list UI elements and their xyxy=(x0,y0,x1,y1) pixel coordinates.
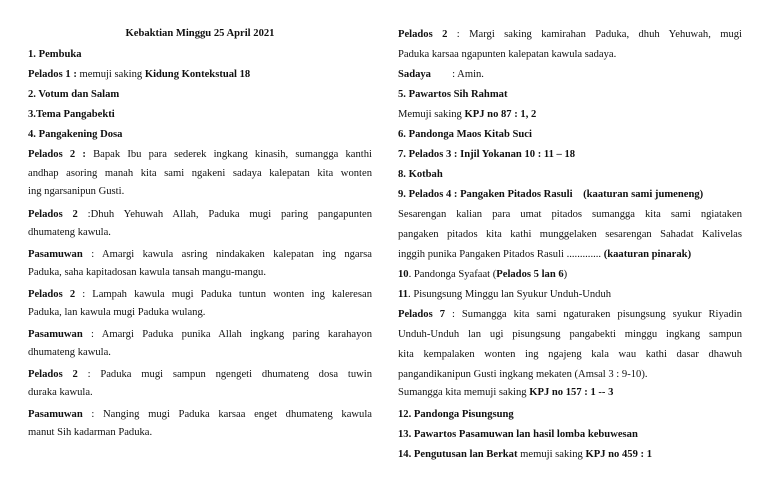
text-line: inggih punika Pangaken Pitados Rasuli ............. (kaaturan pinarak) xyxy=(398,249,692,260)
section-pandonga-syafaat: 10. Pandonga Syafaat (Pelados 5 lan 6) xyxy=(398,269,568,280)
section-pisungsung: 11. Pisungsung Minggu lan Syukur Unduh-Unduh xyxy=(398,289,612,300)
section-pembuka: 1. Pembuka xyxy=(28,49,82,60)
text-line: Paduka, lan kawula mugi Paduka wulang. xyxy=(28,307,206,318)
text-line: dhumateng kawula. xyxy=(28,227,111,238)
text-line: andhap asoring manah kita sami ngakeni sadaya kalepatan kita wonten xyxy=(28,168,372,179)
section-tema: 3.Tema Pangabekti xyxy=(28,109,115,120)
memuji-line-2: Sumangga kita memuji saking KPJ no 157 : 1 -- 3 xyxy=(398,387,614,398)
section-votum: 2. Votum dan Salam xyxy=(28,89,120,100)
text-line: manut Sih kadarman Paduka. xyxy=(28,427,153,438)
pelados-1-line: Pelados 1 : memuji saking Kidung Kontekstual 18 xyxy=(28,69,251,80)
pasamuwan-line-1: Pasamuwan : Amargi kawula asring nindakaken kalepatan ing ngarsa xyxy=(28,249,372,260)
section-kotbah: 8. Kotbah xyxy=(398,169,443,180)
section-pandonga-maos: 6. Pandonga Maos Kitab Suci xyxy=(398,129,532,140)
memuji-line-1: Memuji saking KPJ no 87 : 1, 2 xyxy=(398,109,537,120)
text-line: pangandikanipun Gusti ingkang mekaten (Amsal 3 : 9-10). xyxy=(398,369,648,380)
text-line: duraka kawula. xyxy=(28,387,93,398)
pasamuwan-line-2: Pasamuwan : Amargi Paduka punika Allah ingkang paring karahayon xyxy=(28,329,372,340)
page-title: Kebaktian Minggu 25 April 2021 xyxy=(125,28,275,39)
text-line: dhumateng kawula. xyxy=(28,347,111,358)
pelados-2-line-4: Pelados 2 : Paduka mugi sampun ngengeti dhumateng dosa tuwin xyxy=(28,369,373,380)
section-pangakening-dosa: 4. Pangakening Dosa xyxy=(28,129,123,140)
pelados-7-line: Pelados 7 : Sumangga kita sami ngaturaken pisungsung syukur Riyadin xyxy=(398,309,743,320)
text-line: kita kempalaken wonten ing ngajeng kala wau kathi dasar dhawuh xyxy=(398,349,742,360)
section-pengutusan: 14. Pengutusan lan Berkat memuji saking KPJ no 459 : 1 xyxy=(398,449,652,460)
pelados-2-line-3: Pelados 2 : Lampah kawula mugi Paduka tuntun wonten ing kaleresan xyxy=(28,289,372,300)
pelados-2-line-2: Pelados 2 :Dhuh Yehuwah Allah, Paduka mugi paring pangapunten xyxy=(28,209,373,220)
text-line: Unduh-Unduh lan ugi pisungsung pangabekti minggu ingkang sampun xyxy=(398,329,742,340)
text-line: ing ngarsanipun Gusti. xyxy=(28,186,125,197)
pelados-2-line-1: Pelados 2 : Bapak Ibu para sederek ingkang kinasih, sumangga kanthi xyxy=(28,149,372,160)
text-line: Sesarengan kalian para umat pitados sumangga kita sami ngiataken xyxy=(398,209,742,220)
section-pawartos: 5. Pawartos Sih Rahmat xyxy=(398,89,508,100)
pasamuwan-line-3: Pasamuwan : Nanging mugi Paduka karsaa enget dhumateng kawula xyxy=(28,409,372,420)
section-pandonga-pisungsung: 12. Pandonga Pisungsung xyxy=(398,409,514,420)
section-pawartos-pasamuwan: 13. Pawartos Pasamuwan lan hasil lomba kebuwesan xyxy=(398,429,638,440)
text-line: Paduka, saha kapitadosan kawula tansah mangu-mangu. xyxy=(28,267,266,278)
text-line: Paduka karsaa ngapunten kalepatan kawula sadaya. xyxy=(398,49,617,60)
section-pelados-3: 7. Pelados 3 : Injil Yokanan 10 : 11 – 18 xyxy=(398,149,576,160)
sadaya-line: Sadaya : Amin. xyxy=(398,69,484,80)
text-line: pangaken pitados kita kathi munggelaken sesarengan Sahadat Kalivelas xyxy=(398,229,742,240)
pelados-2-line-5: Pelados 2 : Margi saking kamirahan Paduka, dhuh Yehuwah, mugi xyxy=(398,29,742,40)
section-pangaken: 9. Pelados 4 : Pangaken Pitados Rasuli (kaaturan sami jumeneng) xyxy=(398,189,704,200)
